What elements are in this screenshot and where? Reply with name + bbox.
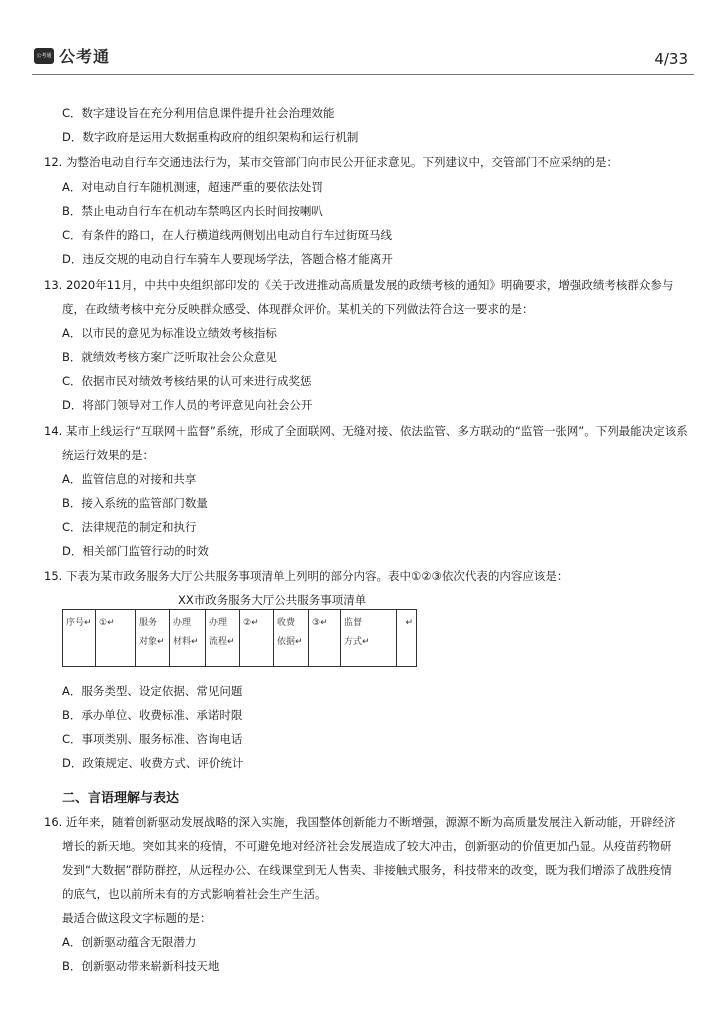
question-14-stem-line-1: 14. 某市上线运行“互联网＋监督”系统，形成了全面联网、无缝对接、依法监管、多方联动的“监管一张网”。下列最能决定该系 xyxy=(44,424,688,438)
question-16-stem-line-3: 发到“大数据”群防群控，从远程办公、在线课堂到无人售卖、非接触式服务，科技带来的改变，既为我们增添了战胜疫情 xyxy=(62,863,672,877)
option-d: D．数字政府是运用大数据重构政府的组织架构和运行机制 xyxy=(62,130,359,144)
q15-option-a: A．服务类型、设定依据、常见问题 xyxy=(62,684,243,698)
question-12-stem: 12. 为整治电动自行车交通违法行为，某市交管部门向市民公开征求意见。下列建议中，交管部门不应采纳的是： xyxy=(44,155,618,169)
q14-option-b: B．接入系统的监管部门数量 xyxy=(62,496,208,510)
question-14-stem-line-2: 统运行效果的是： xyxy=(62,448,154,462)
q12-option-a: A．对电动自行车随机测速，超速严重的要依法处罚 xyxy=(62,180,323,194)
table-cell: 办理 流程↵ xyxy=(206,610,240,667)
table-cell: ↵ xyxy=(397,610,417,667)
question-16-prompt: 最适合做这段文字标题的是： xyxy=(62,911,212,925)
option-c: C．数字建设旨在充分利用信息课件提升社会治理效能 xyxy=(62,106,335,120)
table-cell: 服务 对象↵ xyxy=(136,610,170,667)
table-cell: 序号↵ xyxy=(63,610,96,667)
question-16-stem-line-2: 增长的新天地。突如其来的疫情，不可避免地对经济社会发展造成了较大冲击，创新驱动的价值更加凸显。从疫苗药物研 xyxy=(62,839,672,853)
q12-option-d: D．违反交规的电动自行车骑车人要现场学法，答题合格才能离开 xyxy=(62,252,393,266)
table-cell: 办理 材料↵ xyxy=(170,610,206,667)
table-cell: ②↵ xyxy=(240,610,274,667)
table-cell: ③↵ xyxy=(309,610,341,667)
q13-option-a: A．以市民的意见为标准设立绩效考核指标 xyxy=(62,326,277,340)
q13-option-d: D．将部门领导对工作人员的考评意见向社会公开 xyxy=(62,398,313,412)
q13-option-b: B．就绩效考核方案广泛听取社会公众意见 xyxy=(62,350,277,364)
q13-option-c: C．依据市民对绩效考核结果的认可来进行成奖惩 xyxy=(62,374,312,388)
q14-option-c: C．法律规范的制定和执行 xyxy=(62,520,197,534)
logo-mark: 公考通 xyxy=(34,48,54,64)
question-16-stem-line-4: 的底气，也以前所未有的方式影响着社会生产生活。 xyxy=(62,887,327,901)
table-cell: 收费 依据↵ xyxy=(274,610,309,667)
table-cell: ①↵ xyxy=(96,610,136,667)
section-title: 二、言语理解与表达 xyxy=(62,791,180,806)
brand-logo xyxy=(34,44,110,67)
q14-option-a: A．监管信息的对接和共享 xyxy=(62,472,197,486)
q16-option-b: B．创新驱动带来崭新科技天地 xyxy=(62,959,220,973)
q15-option-c: C．事项类别、服务标准、咨询电话 xyxy=(62,732,243,746)
q14-option-d: D．相关部门监管行动的时效 xyxy=(62,544,209,558)
page-header xyxy=(0,0,724,80)
q16-option-a: A．创新驱动蕴含无限潜力 xyxy=(62,935,197,949)
question-13-stem-line-1: 13. 2020年11月，中共中央组织部印发的《关于改进推动高质量发展的政绩考核的通知》明确要求，增强政绩考核群众参与 xyxy=(44,278,674,292)
q12-option-c: C．有条件的路口，在人行横道线两侧划出电动自行车过街斑马线 xyxy=(62,228,393,242)
q12-option-b: B．禁止电动自行车在机动车禁鸣区内长时间按喇叭 xyxy=(62,204,323,218)
page-number: 4/33 xyxy=(654,50,688,68)
question-13-stem-line-2: 度，在政绩考核中充分反映群众感受、体现群众评价。某机关的下列做法符合这一要求的是： xyxy=(62,302,534,316)
header-divider xyxy=(32,74,694,75)
question-15-stem: 15. 下表为某市政务服务大厅公共服务事项清单上列明的部分内容。表中①②③依次代表的内容应该是： xyxy=(44,569,569,583)
table-cell: 监督 方式↵ xyxy=(341,610,397,667)
q15-option-b: B．承办单位、收费标准、承诺时限 xyxy=(62,708,243,722)
brand-name: 公考通 xyxy=(59,47,111,66)
question-16-stem-line-1: 16. 近年来，随着创新驱动发展战略的深入实施，我国整体创新能力不断增强，源源不断为高质量发展注入新动能，开辟经济 xyxy=(44,815,676,829)
q15-option-d: D．政策规定、收费方式、评价统计 xyxy=(62,756,244,770)
table-title: XX市政务服务大厅公共服务事项清单 xyxy=(178,593,367,607)
service-items-table xyxy=(62,609,417,667)
